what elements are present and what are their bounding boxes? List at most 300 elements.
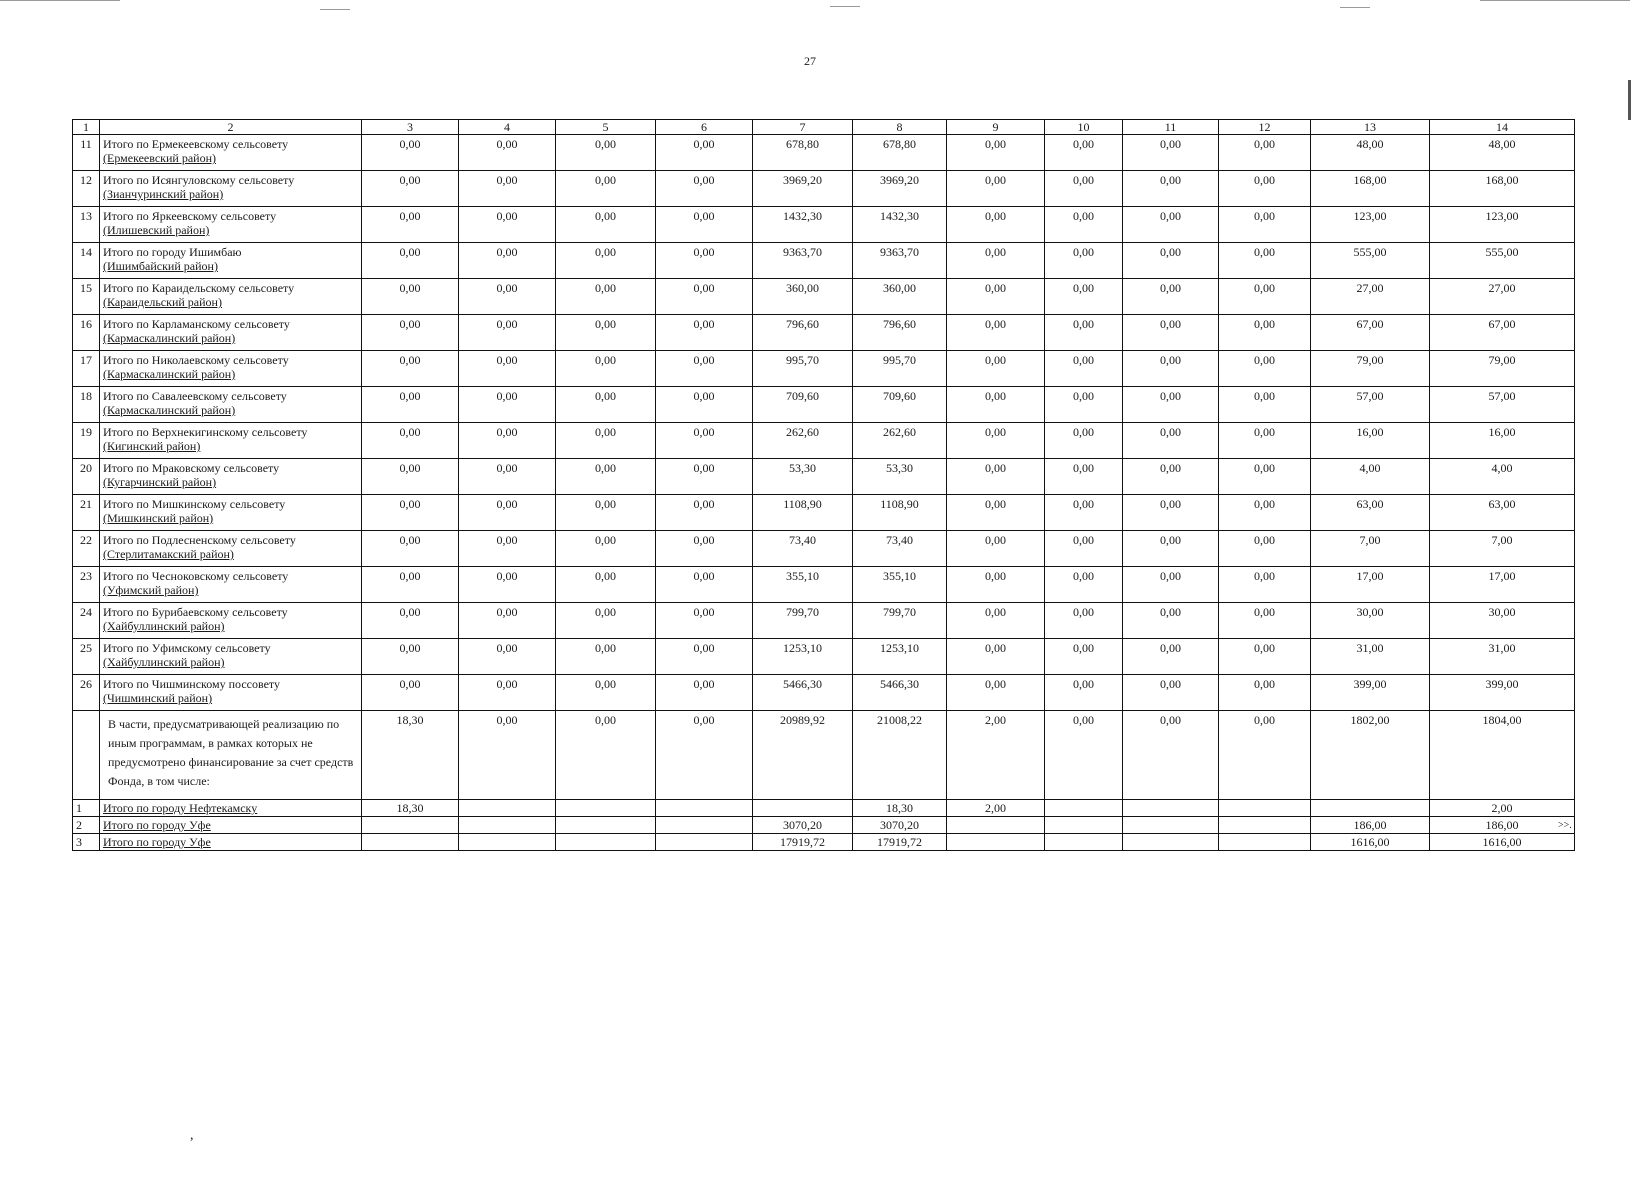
value-cell: 399,00 xyxy=(1311,675,1430,711)
table-row xyxy=(73,423,1575,459)
row-name-line: Итого по Карламанскому сельсовету xyxy=(103,317,290,331)
value-cell: 0,00 xyxy=(1219,531,1311,567)
value-cell: 16,00 xyxy=(1311,423,1430,459)
value-cell: 27,00 xyxy=(1311,279,1430,315)
value-cell: 3070,20 xyxy=(753,817,853,834)
row-name-line: Итого по Подлесненскому сельсовету xyxy=(103,533,296,547)
value-cell: 0,00 xyxy=(656,171,753,207)
value-cell: 0,00 xyxy=(947,567,1045,603)
value-cell: 0,00 xyxy=(1045,675,1123,711)
value-cell: 0,00 xyxy=(947,423,1045,459)
value-cell: 0,00 xyxy=(556,567,656,603)
row-name xyxy=(100,207,362,243)
value-cell: 0,00 xyxy=(656,279,753,315)
value-cell: 0,00 xyxy=(1219,207,1311,243)
value-cell: 0,00 xyxy=(1219,459,1311,495)
row-number: 15 xyxy=(73,279,100,315)
value-cell: 5466,30 xyxy=(853,675,947,711)
value-cell: 0,00 xyxy=(1219,315,1311,351)
value-cell: 0,00 xyxy=(459,531,556,567)
value-cell: 17919,72 xyxy=(853,834,947,851)
value-cell: 262,60 xyxy=(753,423,853,459)
column-header: 12 xyxy=(1219,120,1311,135)
summary-row xyxy=(73,711,1575,800)
row-number: 21 xyxy=(73,495,100,531)
value-cell: 168,00 xyxy=(1311,171,1430,207)
value-cell: 57,00 xyxy=(1430,387,1575,423)
value-cell: 0,00 xyxy=(1045,567,1123,603)
value-cell: 0,00 xyxy=(656,387,753,423)
row-district: (Кармаскалинский район) xyxy=(103,331,236,345)
value-cell: 0,00 xyxy=(947,315,1045,351)
value-cell: 0,00 xyxy=(1045,459,1123,495)
value-cell xyxy=(556,834,656,851)
value-cell: 53,30 xyxy=(853,459,947,495)
row-name-line: Итого по Яркеевскому сельсовету xyxy=(103,209,277,223)
value-cell: 48,00 xyxy=(1430,135,1575,171)
value-cell: 0,00 xyxy=(656,243,753,279)
value-cell: 4,00 xyxy=(1430,459,1575,495)
row-number: 25 xyxy=(73,639,100,675)
row-name xyxy=(100,387,362,423)
table-row xyxy=(73,243,1575,279)
value-cell: 0,00 xyxy=(656,495,753,531)
value-cell: 3070,20 xyxy=(853,817,947,834)
value-cell: 0,00 xyxy=(459,387,556,423)
value-cell: 0,00 xyxy=(459,675,556,711)
value-cell: 796,60 xyxy=(853,315,947,351)
value-cell: 1616,00 xyxy=(1311,834,1430,851)
value-cell: 0,00 xyxy=(1219,135,1311,171)
value-cell: 73,40 xyxy=(853,531,947,567)
table-row xyxy=(73,387,1575,423)
row-name-line: Итого по Верхнекигинскому сельсовету xyxy=(103,425,308,439)
row-name xyxy=(100,171,362,207)
row-number: 19 xyxy=(73,423,100,459)
value-cell: 0,00 xyxy=(947,207,1045,243)
value-cell: 123,00 xyxy=(1311,207,1430,243)
column-header: 14 xyxy=(1430,120,1575,135)
value-cell: 123,00 xyxy=(1430,207,1575,243)
value-cell: 0,00 xyxy=(459,315,556,351)
value-cell: 0,00 xyxy=(656,351,753,387)
value-cell: 399,00 xyxy=(1430,675,1575,711)
value-cell: 1432,30 xyxy=(853,207,947,243)
value-cell: 360,00 xyxy=(853,279,947,315)
value-cell: 0,00 xyxy=(1123,351,1219,387)
value-cell: 0,00 xyxy=(1219,603,1311,639)
value-cell: 709,60 xyxy=(753,387,853,423)
page-number: 27 xyxy=(804,54,816,68)
value-cell: 0,00 xyxy=(362,531,459,567)
value-cell: 0,00 xyxy=(1219,171,1311,207)
value-cell: 0,00 xyxy=(362,459,459,495)
value-cell: 0,00 xyxy=(362,351,459,387)
row-name xyxy=(100,243,362,279)
value-cell: 995,70 xyxy=(753,351,853,387)
value-cell: 0,00 xyxy=(556,135,656,171)
value-cell: 1432,30 xyxy=(753,207,853,243)
value-cell: 30,00 xyxy=(1430,603,1575,639)
value-cell: 18,30 xyxy=(853,800,947,817)
value-cell: 0,00 xyxy=(1123,135,1219,171)
value-cell: 0,00 xyxy=(362,603,459,639)
value-cell: 0,00 xyxy=(656,423,753,459)
funding-table xyxy=(72,119,1575,851)
value-cell: 0,00 xyxy=(1045,387,1123,423)
stray-mark: , xyxy=(190,1128,194,1143)
value-cell: 1802,00 xyxy=(1311,711,1430,800)
row-district: (Стерлитамакский район) xyxy=(103,547,234,561)
row-district: (Зианчуринский район) xyxy=(103,187,224,201)
value-cell xyxy=(556,800,656,817)
row-name-line: Итого по Мишкинскому сельсовету xyxy=(103,497,286,511)
value-cell xyxy=(1045,817,1123,834)
value-cell: 0,00 xyxy=(556,351,656,387)
value-cell: 0,00 xyxy=(1123,423,1219,459)
row-number: 12 xyxy=(73,171,100,207)
table-row xyxy=(73,351,1575,387)
value-cell xyxy=(1045,834,1123,851)
row-number xyxy=(73,711,100,800)
row-name-line: Итого по Чишминскому поссовету xyxy=(103,677,280,691)
value-cell: 17,00 xyxy=(1311,567,1430,603)
row-name xyxy=(100,495,362,531)
row-name-line: Итого по Караидельскому сельсовету xyxy=(103,281,295,295)
row-number: 22 xyxy=(73,531,100,567)
row-name xyxy=(100,567,362,603)
table-row xyxy=(73,135,1575,171)
column-header: 2 xyxy=(100,120,362,135)
value-cell: 0,00 xyxy=(1045,315,1123,351)
value-cell: 0,00 xyxy=(459,711,556,800)
value-cell: 7,00 xyxy=(1311,531,1430,567)
row-name-line: Итого по Ермекеевскому сельсовету xyxy=(103,137,289,151)
column-header: 3 xyxy=(362,120,459,135)
value-cell xyxy=(1219,834,1311,851)
value-cell xyxy=(656,800,753,817)
value-cell: 0,00 xyxy=(1123,603,1219,639)
row-name-line: Итого по Бурибаевскому сельсовету xyxy=(103,605,288,619)
row-name xyxy=(100,423,362,459)
row-number: 26 xyxy=(73,675,100,711)
column-header: 4 xyxy=(459,120,556,135)
value-cell: 0,00 xyxy=(1045,711,1123,800)
value-cell: 0,00 xyxy=(1219,567,1311,603)
row-name xyxy=(100,351,362,387)
sub-row xyxy=(73,834,1575,851)
row-name: Итого по городу Уфе xyxy=(100,817,362,834)
value-cell: 0,00 xyxy=(656,531,753,567)
value-cell: 79,00 xyxy=(1311,351,1430,387)
row-district: (Мишкинский район) xyxy=(103,511,214,525)
value-cell: 0,00 xyxy=(556,243,656,279)
row-number: 1 xyxy=(73,800,100,817)
value-cell: 796,60 xyxy=(753,315,853,351)
value-cell: 0,00 xyxy=(1123,459,1219,495)
value-cell xyxy=(656,834,753,851)
value-cell xyxy=(459,800,556,817)
row-name-line: Итого по Николаевскому сельсовету xyxy=(103,353,289,367)
value-cell: 3969,20 xyxy=(753,171,853,207)
value-cell: 0,00 xyxy=(1045,495,1123,531)
value-cell: 1108,90 xyxy=(853,495,947,531)
value-cell: 0,00 xyxy=(1219,387,1311,423)
value-cell: 16,00 xyxy=(1430,423,1575,459)
row-name-line: Итого по городу Ишимбаю xyxy=(103,245,242,259)
column-header: 13 xyxy=(1311,120,1430,135)
value-cell: 0,00 xyxy=(459,351,556,387)
value-cell: 0,00 xyxy=(947,279,1045,315)
value-cell: 0,00 xyxy=(656,315,753,351)
row-number: 23 xyxy=(73,567,100,603)
row-number: 17 xyxy=(73,351,100,387)
row-district: (Хайбуллинский район) xyxy=(103,655,225,669)
value-cell xyxy=(947,817,1045,834)
sub-row xyxy=(73,817,1575,834)
value-cell: 0,00 xyxy=(1045,603,1123,639)
value-cell: 0,00 xyxy=(656,207,753,243)
row-name xyxy=(100,135,362,171)
value-cell: 1108,90 xyxy=(753,495,853,531)
value-cell: 3969,20 xyxy=(853,171,947,207)
value-cell xyxy=(1311,800,1430,817)
value-cell: 0,00 xyxy=(656,459,753,495)
value-cell: 709,60 xyxy=(853,387,947,423)
value-cell: 0,00 xyxy=(1123,387,1219,423)
value-cell: 2,00 xyxy=(1430,800,1575,817)
row-name xyxy=(100,639,362,675)
value-cell: 0,00 xyxy=(362,171,459,207)
value-cell: 0,00 xyxy=(556,279,656,315)
value-cell: 168,00 xyxy=(1430,171,1575,207)
value-cell: 799,70 xyxy=(853,603,947,639)
value-cell: 0,00 xyxy=(1123,243,1219,279)
value-cell xyxy=(459,834,556,851)
value-cell: 48,00 xyxy=(1311,135,1430,171)
value-cell: 0,00 xyxy=(1123,531,1219,567)
value-cell: 0,00 xyxy=(1123,675,1219,711)
table-row xyxy=(73,531,1575,567)
row-name xyxy=(100,459,362,495)
value-cell xyxy=(1123,817,1219,834)
value-cell: 555,00 xyxy=(1430,243,1575,279)
value-cell: 0,00 xyxy=(1219,423,1311,459)
row-number: 20 xyxy=(73,459,100,495)
value-cell: 79,00 xyxy=(1430,351,1575,387)
value-cell: 0,00 xyxy=(362,387,459,423)
value-cell: 0,00 xyxy=(556,675,656,711)
value-cell: 63,00 xyxy=(1430,495,1575,531)
row-name: Итого по городу Нефтекамску xyxy=(100,800,362,817)
value-cell: 0,00 xyxy=(556,639,656,675)
value-cell: 1616,00 xyxy=(1430,834,1575,851)
value-cell xyxy=(656,817,753,834)
column-header: 8 xyxy=(853,120,947,135)
row-name-line: Итого по Чесноковскому сельсовету xyxy=(103,569,289,583)
column-header: 1 xyxy=(73,120,100,135)
row-district: (Караидельский район) xyxy=(103,295,222,309)
value-cell: 0,00 xyxy=(362,279,459,315)
value-cell xyxy=(947,834,1045,851)
value-cell: 0,00 xyxy=(1219,495,1311,531)
value-cell: 0,00 xyxy=(1219,279,1311,315)
table-row xyxy=(73,567,1575,603)
value-cell: 67,00 xyxy=(1430,315,1575,351)
row-name xyxy=(100,315,362,351)
value-cell: 0,00 xyxy=(656,567,753,603)
row-name-line: Итого по Исянгуловскому сельсовету xyxy=(103,173,295,187)
value-cell xyxy=(1219,817,1311,834)
column-header-row xyxy=(73,120,1575,135)
table-row xyxy=(73,171,1575,207)
row-name xyxy=(100,603,362,639)
value-cell: 0,00 xyxy=(1219,675,1311,711)
value-cell: 0,00 xyxy=(947,675,1045,711)
row-district: (Хайбуллинский район) xyxy=(103,619,225,633)
value-cell: 0,00 xyxy=(362,315,459,351)
value-cell: 0,00 xyxy=(947,495,1045,531)
table-row xyxy=(73,675,1575,711)
value-cell: 9363,70 xyxy=(853,243,947,279)
value-cell: 30,00 xyxy=(1311,603,1430,639)
row-district: (Ишимбайский район) xyxy=(103,259,218,273)
row-number: 13 xyxy=(73,207,100,243)
table-row xyxy=(73,459,1575,495)
value-cell: 0,00 xyxy=(947,135,1045,171)
value-cell: 0,00 xyxy=(459,567,556,603)
row-number: 16 xyxy=(73,315,100,351)
value-cell: 0,00 xyxy=(459,495,556,531)
scan-artifacts xyxy=(0,0,1634,30)
table-row xyxy=(73,207,1575,243)
value-cell: 186,00 xyxy=(1430,817,1575,834)
value-cell xyxy=(753,800,853,817)
row-name xyxy=(100,675,362,711)
value-cell: 0,00 xyxy=(1123,711,1219,800)
value-cell: 0,00 xyxy=(459,279,556,315)
value-cell: 73,40 xyxy=(753,531,853,567)
value-cell: 678,80 xyxy=(853,135,947,171)
value-cell: 0,00 xyxy=(1123,495,1219,531)
value-cell: 0,00 xyxy=(459,603,556,639)
row-number: 14 xyxy=(73,243,100,279)
value-cell: 0,00 xyxy=(947,351,1045,387)
value-cell: 27,00 xyxy=(1430,279,1575,315)
value-cell: 0,00 xyxy=(1219,243,1311,279)
value-cell: 31,00 xyxy=(1311,639,1430,675)
value-cell: 262,60 xyxy=(853,423,947,459)
value-cell: 0,00 xyxy=(556,171,656,207)
value-cell: 63,00 xyxy=(1311,495,1430,531)
scan-edge-mark xyxy=(1628,80,1631,120)
value-cell: 0,00 xyxy=(1123,171,1219,207)
value-cell xyxy=(1123,834,1219,851)
summary-description: В части, предусматривающей реализацию по иным программам, в рамках которых не предусмотрено финансирование за счет средств Фонда, в том числе: xyxy=(100,711,362,800)
value-cell: 0,00 xyxy=(556,207,656,243)
value-cell: 0,00 xyxy=(459,459,556,495)
value-cell: 18,30 xyxy=(362,711,459,800)
value-cell: 57,00 xyxy=(1311,387,1430,423)
value-cell: 0,00 xyxy=(556,459,656,495)
value-cell: 0,00 xyxy=(1123,567,1219,603)
value-cell xyxy=(459,817,556,834)
value-cell: 355,10 xyxy=(753,567,853,603)
value-cell: 0,00 xyxy=(362,639,459,675)
value-cell: 0,00 xyxy=(556,315,656,351)
value-cell: 0,00 xyxy=(556,531,656,567)
value-cell: 4,00 xyxy=(1311,459,1430,495)
value-cell: 0,00 xyxy=(947,243,1045,279)
value-cell: 1253,10 xyxy=(753,639,853,675)
row-number: 11 xyxy=(73,135,100,171)
value-cell: 0,00 xyxy=(947,459,1045,495)
value-cell xyxy=(1123,800,1219,817)
value-cell: 1253,10 xyxy=(853,639,947,675)
value-cell: 0,00 xyxy=(459,423,556,459)
value-cell: 0,00 xyxy=(459,171,556,207)
value-cell: 0,00 xyxy=(656,603,753,639)
value-cell: 0,00 xyxy=(362,207,459,243)
value-cell: 7,00 xyxy=(1430,531,1575,567)
row-name: Итого по городу Уфе xyxy=(100,834,362,851)
value-cell: 0,00 xyxy=(1045,243,1123,279)
value-cell: 21008,22 xyxy=(853,711,947,800)
value-cell: 0,00 xyxy=(556,495,656,531)
value-cell: 995,70 xyxy=(853,351,947,387)
row-number: 3 xyxy=(73,834,100,851)
value-cell: 0,00 xyxy=(1045,135,1123,171)
continuation-mark: >>. xyxy=(1558,820,1572,831)
value-cell: 0,00 xyxy=(362,135,459,171)
column-header: 5 xyxy=(556,120,656,135)
value-cell xyxy=(556,817,656,834)
row-district: (Чишминский район) xyxy=(103,691,213,705)
value-cell xyxy=(1219,800,1311,817)
value-cell: 0,00 xyxy=(1045,639,1123,675)
value-cell: 0,00 xyxy=(1045,351,1123,387)
row-district: (Илишевский район) xyxy=(103,223,210,237)
value-cell: 0,00 xyxy=(362,675,459,711)
value-cell: 0,00 xyxy=(1123,279,1219,315)
row-name xyxy=(100,279,362,315)
value-cell: 0,00 xyxy=(556,387,656,423)
value-cell: 17,00 xyxy=(1430,567,1575,603)
value-cell: 0,00 xyxy=(459,207,556,243)
value-cell: 53,30 xyxy=(753,459,853,495)
value-cell: 555,00 xyxy=(1311,243,1430,279)
table-row xyxy=(73,315,1575,351)
value-cell: 0,00 xyxy=(1123,207,1219,243)
value-cell: 0,00 xyxy=(1219,351,1311,387)
value-cell: 0,00 xyxy=(656,135,753,171)
value-cell: 0,00 xyxy=(656,675,753,711)
value-cell: 0,00 xyxy=(1045,423,1123,459)
value-cell: 0,00 xyxy=(947,603,1045,639)
column-header: 10 xyxy=(1045,120,1123,135)
row-name-line: Итого по Уфимскому сельсовету xyxy=(103,641,271,655)
value-cell: 0,00 xyxy=(362,243,459,279)
value-cell: 2,00 xyxy=(947,800,1045,817)
value-cell: 0,00 xyxy=(947,531,1045,567)
table-row xyxy=(73,603,1575,639)
value-cell: 0,00 xyxy=(459,639,556,675)
row-district: (Уфимский район) xyxy=(103,583,199,597)
value-cell: 20989,92 xyxy=(753,711,853,800)
value-cell: 0,00 xyxy=(1045,531,1123,567)
value-cell: 799,70 xyxy=(753,603,853,639)
value-cell: 0,00 xyxy=(556,603,656,639)
